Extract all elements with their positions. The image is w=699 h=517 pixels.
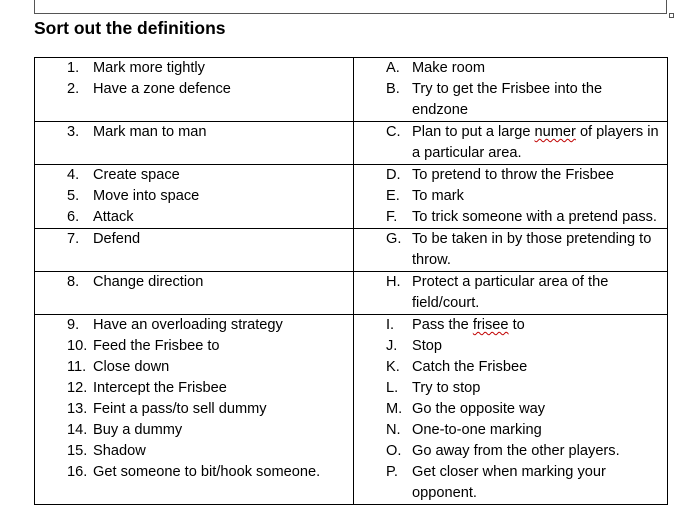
term-item: 9. Have an overloading strategy [67,317,283,333]
table-row [35,229,668,272]
definition-item: I. Pass the frisee to [386,317,525,333]
definition-item: N. One-to-one marking [386,422,542,438]
term-item: 13. Feint a pass/to sell dummy [67,401,267,417]
term-item: 6. Attack [67,209,134,225]
term-item: 8. Change direction [67,274,204,290]
term-item: 15. Shadow [67,443,146,459]
table-row [35,122,668,165]
terms-cell[interactable] [35,272,354,315]
term-item: 1. Mark more tightly [67,60,205,76]
terms-cell[interactable] [35,122,354,165]
previous-table-border [34,0,667,14]
definitions-cell[interactable] [354,122,668,165]
term-item: 7. Defend [67,231,141,247]
term-item: 4. Create space [67,167,180,183]
terms-cell[interactable] [35,165,354,229]
table-row [35,58,668,122]
term-item: 3. Mark man to man [67,124,207,140]
term-item: 5. Move into space [67,188,200,204]
term-item: 10. Feed the Frisbee to [67,338,220,354]
term-item: 16. Get someone to bit/hook someone. [67,464,321,480]
terms-cell[interactable] [35,229,354,272]
definition-item: F. To trick someone with a pretend pass. [386,209,657,225]
definition-item: P. Get closer when marking your opponent. [386,464,606,501]
definition-item: H. Protect a particular area of the field/court. [386,274,609,311]
definition-item: G. To be taken in by those pretending to throw. [386,231,652,268]
definitions-cell[interactable] [354,165,668,229]
term-item: 12. Intercept the Frisbee [67,380,227,396]
table-row [35,315,668,505]
definition-item: B. Try to get the Frisbee into the endzone [386,81,603,118]
spelling-error[interactable]: frisee [472,317,509,333]
definition-item: C. Plan to put a large numer of players in a particular area. [386,124,659,161]
definitions-cell[interactable] [354,315,668,505]
term-item: 11. Close down [67,359,170,375]
terms-cell[interactable] [35,315,354,505]
definition-item: E. To mark [386,188,464,204]
definition-item: A. Make room [386,60,485,76]
definition-item: M. Go the opposite way [386,401,546,417]
definition-item: D. To pretend to throw the Frisbee [386,167,614,183]
table-row [35,165,668,229]
definitions-cell[interactable] [354,58,668,122]
definitions-table [34,57,668,505]
table-resize-handle[interactable] [669,13,674,18]
page-title: Sort out the definitions [34,18,226,38]
definitions-cell[interactable] [354,272,668,315]
term-item: 2. Have a zone defence [67,81,231,97]
definition-item: J. Stop [386,338,443,354]
table-row [35,272,668,315]
definition-item: O. Go away from the other players. [386,443,620,459]
definition-item: K. Catch the Frisbee [386,359,528,375]
definitions-cell[interactable] [354,229,668,272]
spelling-error[interactable]: numer [534,124,576,140]
definition-item: L. Try to stop [386,380,481,396]
terms-cell[interactable] [35,58,354,122]
term-item: 14. Buy a dummy [67,422,183,438]
